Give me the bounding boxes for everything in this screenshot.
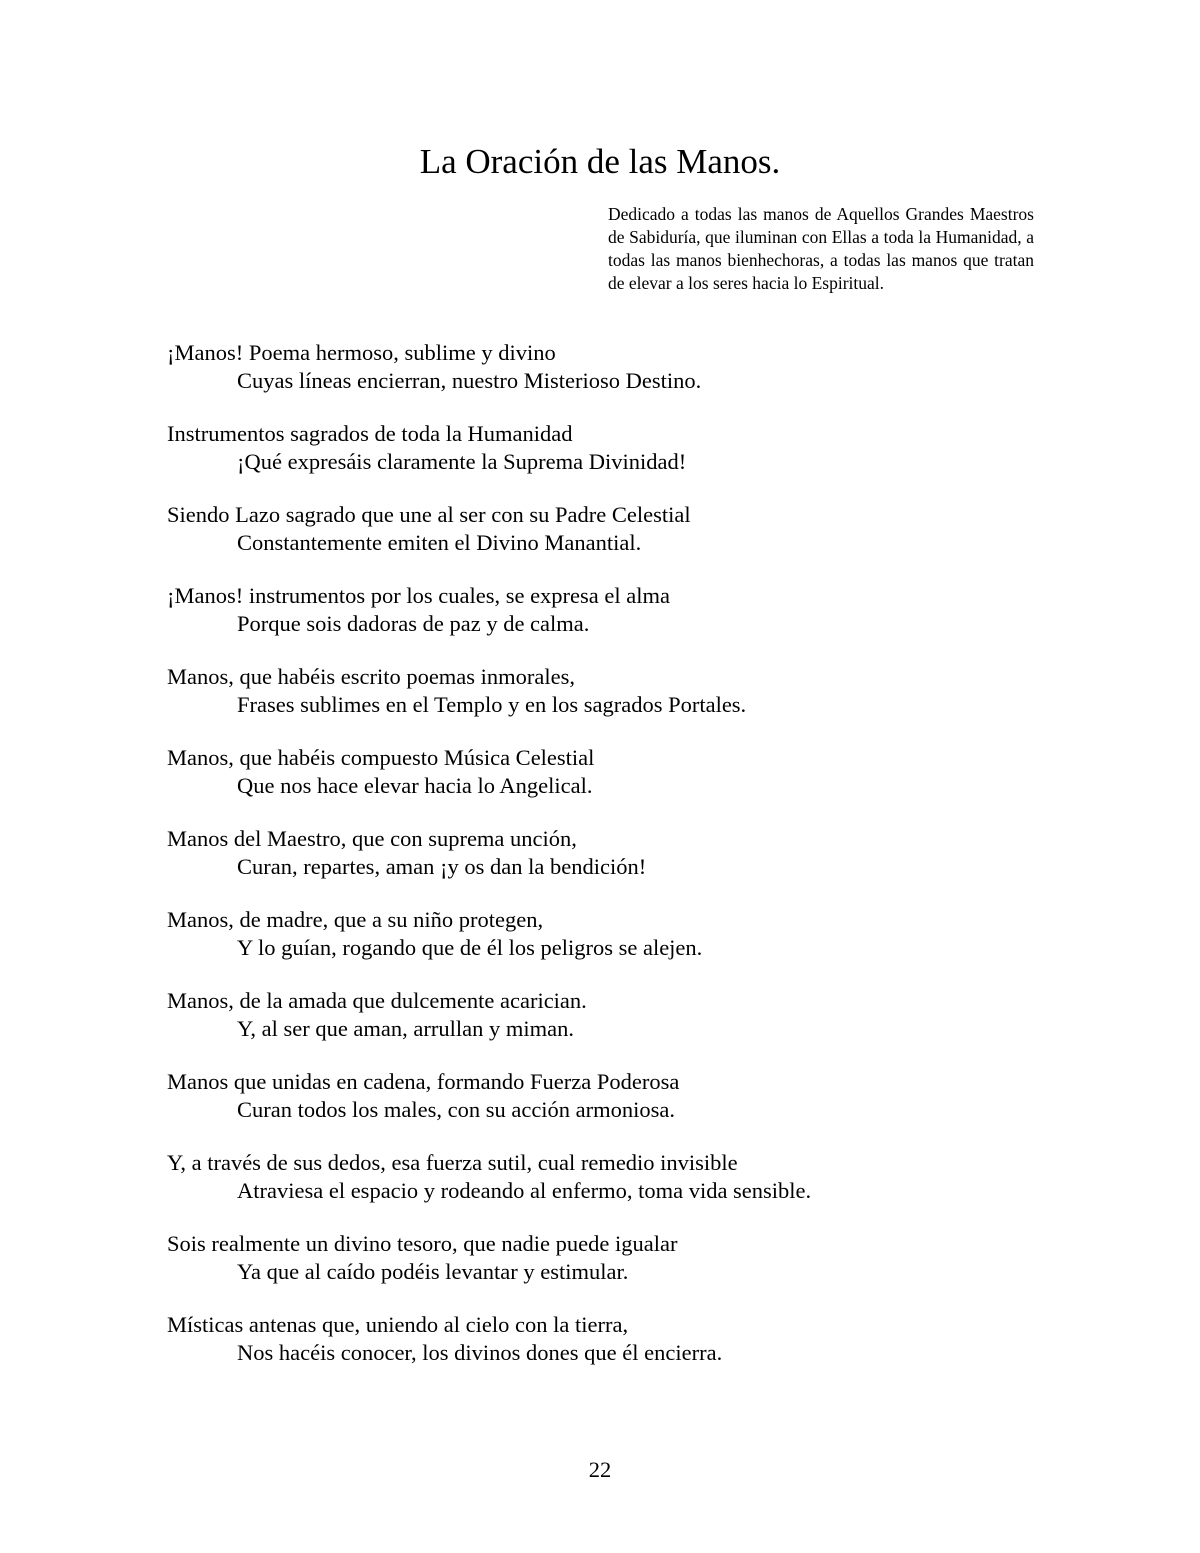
verse-line: Místicas antenas que, uniendo al cielo con la tierra,: [167, 1312, 629, 1337]
stanza: [167, 744, 1067, 800]
stanza: [167, 420, 1067, 476]
verse-line-indented: Curan todos los males, con su acción armoniosa.: [237, 1097, 676, 1122]
verse-line-indented: Curan, repartes, aman ¡y os dan la bendición!: [237, 854, 647, 879]
dedication-text: Dedicado a todas las manos de Aquellos Grandes Maestros de Sabiduría, que iluminan con Ellas a toda la Humanidad, a todas las manos bienhechoras, a todas las manos que tratan de elevar a los seres hacia lo Espiritual.: [608, 204, 1034, 293]
verse-line-indented: ¡Qué expresáis claramente la Suprema Divinidad!: [237, 449, 687, 474]
verse-line: Manos que unidas en cadena, formando Fuerza Poderosa: [167, 1069, 680, 1094]
verse-line-indented: Que nos hace elevar hacia lo Angelical.: [237, 773, 593, 798]
poem-title: La Oración de las Manos.: [419, 142, 781, 181]
verse-line-indented: Cuyas líneas encierran, nuestro Misterioso Destino.: [237, 368, 702, 393]
stanza: [167, 1149, 1067, 1205]
poem-body: [167, 339, 1067, 1392]
stanza: [167, 582, 1067, 638]
stanza: [167, 1068, 1067, 1124]
verse-line: ¡Manos! instrumentos por los cuales, se expresa el alma: [167, 583, 670, 608]
verse-line: Y, a través de sus dedos, esa fuerza sutil, cual remedio invisible: [167, 1150, 738, 1175]
verse-line: Sois realmente un divino tesoro, que nadie puede igualar: [167, 1231, 678, 1256]
stanza: [167, 339, 1067, 395]
verse-line: Manos, de madre, que a su niño protegen,: [167, 907, 544, 932]
stanza: [167, 906, 1067, 962]
verse-line: Siendo Lazo sagrado que une al ser con su Padre Celestial: [167, 502, 691, 527]
verse-line-indented: Atraviesa el espacio y rodeando al enfermo, toma vida sensible.: [237, 1178, 812, 1203]
verse-line: ¡Manos! Poema hermoso, sublime y divino: [167, 340, 556, 365]
stanza: [167, 825, 1067, 881]
stanza: [167, 1311, 1067, 1367]
stanza: [167, 1230, 1067, 1286]
verse-line-indented: Porque sois dadoras de paz y de calma.: [237, 611, 590, 636]
stanza: [167, 501, 1067, 557]
verse-line: Manos, que habéis escrito poemas inmorales,: [167, 664, 576, 689]
stanza: [167, 987, 1067, 1043]
verse-line-indented: Nos hacéis conocer, los divinos dones que él encierra.: [237, 1340, 723, 1365]
verse-line: Manos, que habéis compuesto Música Celestial: [167, 745, 595, 770]
verse-line-indented: Ya que al caído podéis levantar y estimular.: [237, 1259, 629, 1284]
verse-line-indented: Y, al ser que aman, arrullan y miman.: [237, 1016, 574, 1041]
verse-line: Manos, de la amada que dulcemente acarician.: [167, 988, 587, 1013]
stanza: [167, 663, 1067, 719]
verse-line: Instrumentos sagrados de toda la Humanidad: [167, 421, 573, 446]
page-number: 22: [588, 1457, 612, 1482]
verse-line: Manos del Maestro, que con suprema unción,: [167, 826, 577, 851]
verse-line-indented: Frases sublimes en el Templo y en los sagrados Portales.: [237, 692, 747, 717]
verse-line-indented: Y lo guían, rogando que de él los peligros se alejen.: [237, 935, 703, 960]
verse-line-indented: Constantemente emiten el Divino Manantial.: [237, 530, 642, 555]
